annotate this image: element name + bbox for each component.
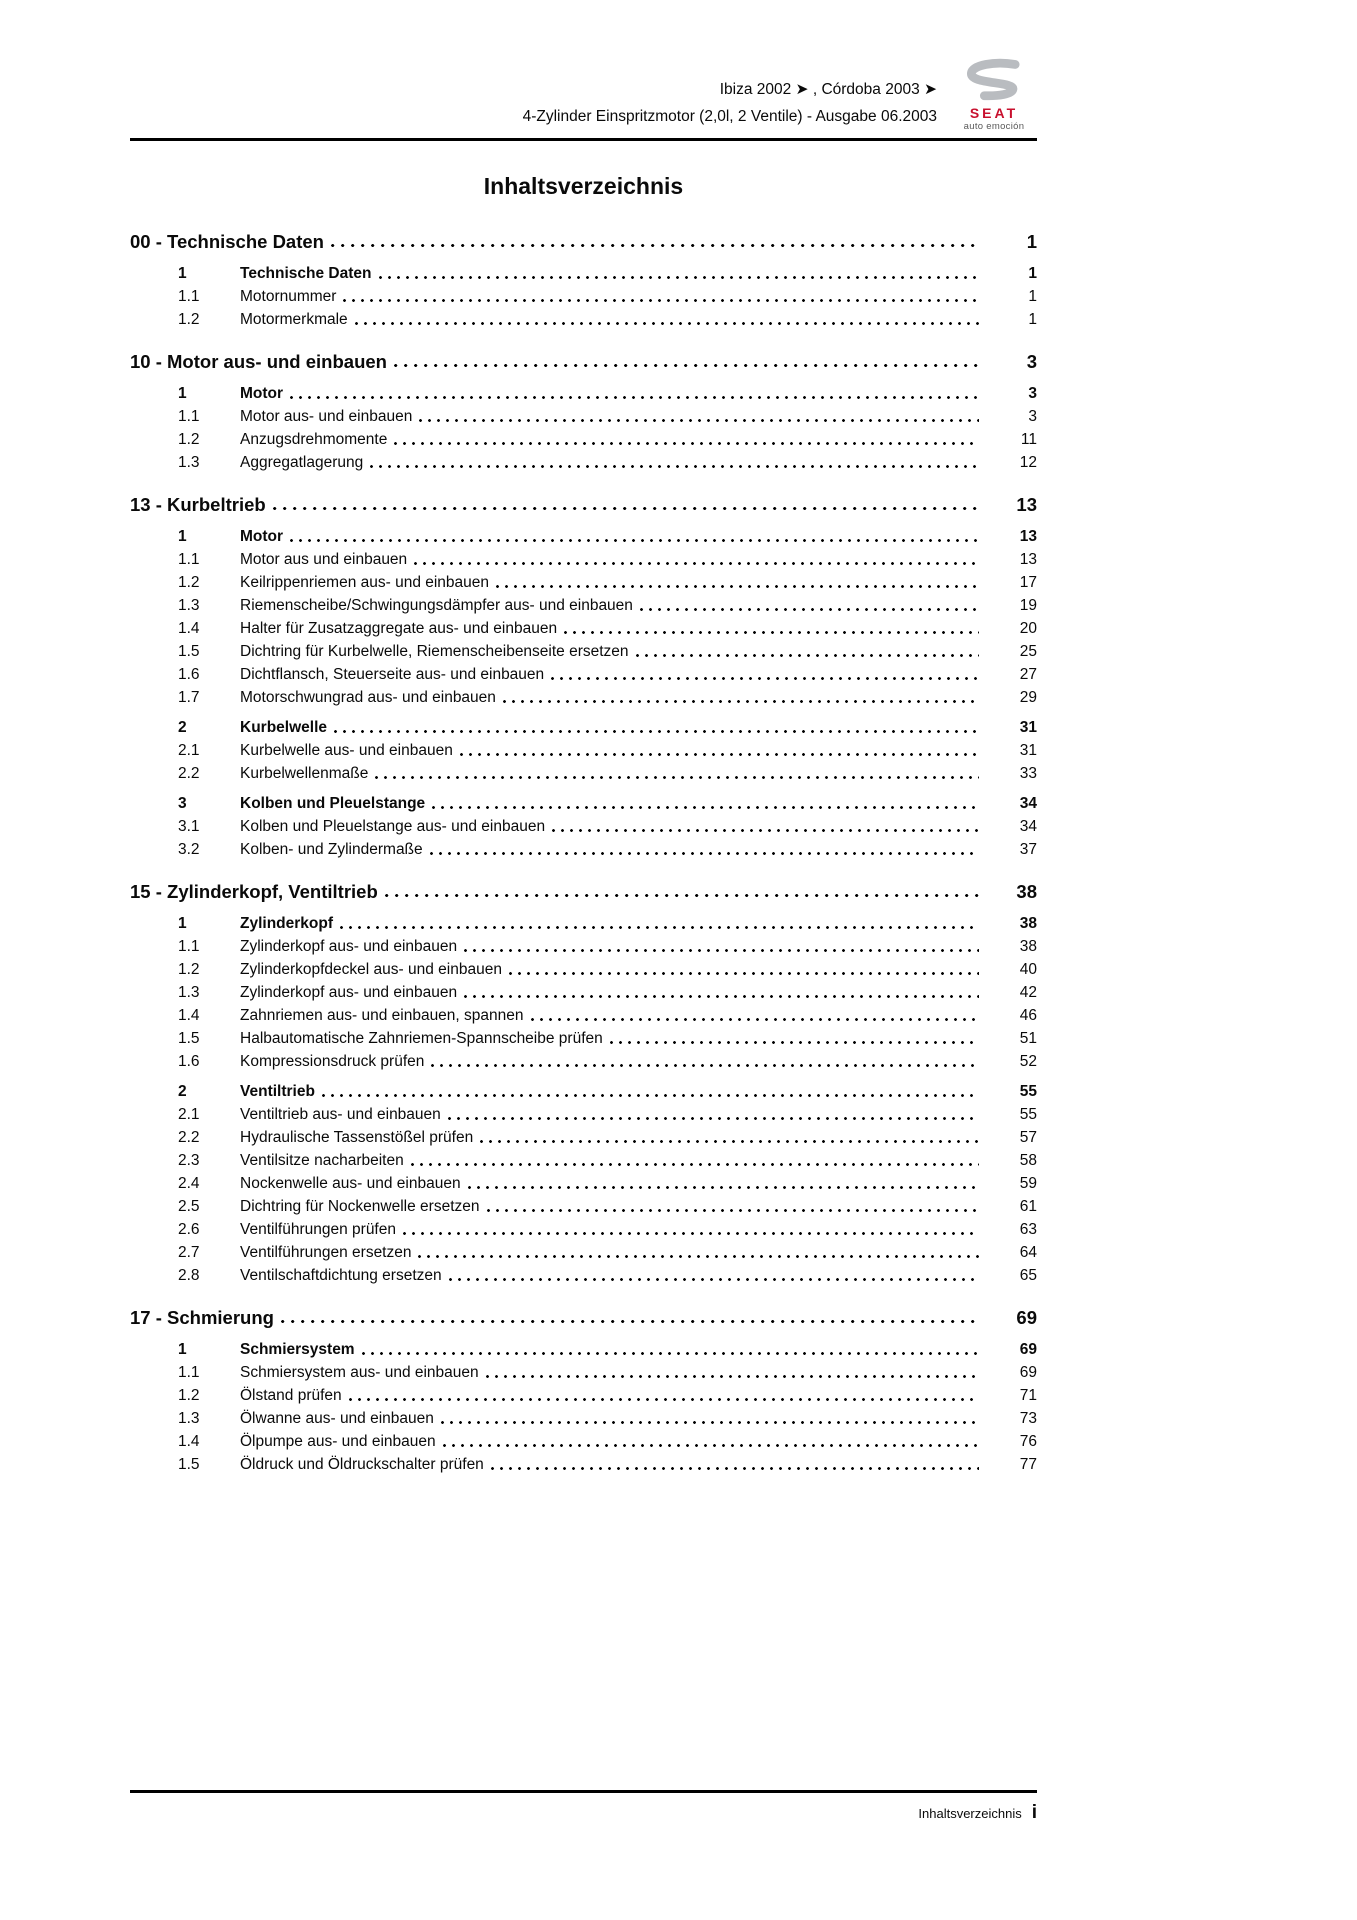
toc-entry — [130, 1407, 1037, 1430]
toc-entry-page: 11 — [1020, 430, 1037, 448]
dot-leader — [441, 1407, 979, 1430]
seat-tagline: auto emoción — [963, 121, 1025, 132]
toc-entry-number: 2.4 — [178, 1174, 200, 1192]
toc-entry — [130, 1172, 1037, 1195]
toc-entry-page: 17 — [1019, 573, 1037, 591]
toc-entry-number: 1.5 — [178, 1029, 200, 1047]
toc-entry — [130, 1384, 1037, 1407]
toc-entry-label: Motor aus- und einbauen — [240, 407, 413, 425]
toc-entry-page: 37 — [1019, 840, 1037, 858]
toc-entry-page: 1 — [1028, 287, 1037, 305]
dot-leader — [468, 1172, 979, 1195]
toc-entry-page: 61 — [1019, 1197, 1037, 1215]
toc-entry-page: 38 — [1019, 937, 1037, 955]
toc-entry-label: Schmiersystem — [240, 1340, 355, 1358]
toc-entry-label: Schmiersystem aus- und einbauen — [240, 1363, 479, 1381]
toc-entry-label: Kolben und Pleuelstange aus- und einbauen — [240, 817, 546, 835]
dot-leader — [564, 617, 979, 640]
toc-entry-number: 1.1 — [178, 407, 200, 425]
toc-entry-number: 1.2 — [178, 960, 200, 978]
toc-entry-page: 46 — [1019, 1006, 1037, 1024]
toc-entry-number: 1 — [178, 1340, 187, 1358]
toc-entry-label: Riemenscheibe/Schwingungsdämpfer aus- und einbauen — [240, 596, 633, 614]
toc-entry-number: 2.6 — [178, 1220, 200, 1238]
toc-entry-label: Ventiltrieb — [240, 1082, 315, 1100]
dot-leader — [322, 1080, 979, 1103]
toc-chapter-row — [130, 228, 1037, 255]
toc-entry-label: Anzugsdrehmomente — [240, 430, 388, 448]
toc-entry-page: 38 — [1019, 914, 1037, 932]
toc-entry-label: Zylinderkopf aus- und einbauen — [240, 983, 458, 1001]
toc-entry-page: 51 — [1019, 1029, 1037, 1047]
toc-entry-number: 1.6 — [178, 1052, 200, 1070]
dot-leader — [281, 1304, 979, 1331]
toc-entry-number: 2.1 — [178, 1105, 200, 1123]
toc-chapter-title: 00 - Technische Daten — [130, 230, 324, 252]
dot-leader — [640, 594, 979, 617]
toc-entry — [130, 716, 1037, 739]
toc-entry-number: 1.7 — [178, 688, 200, 706]
toc-entry-page: 34 — [1019, 817, 1037, 835]
toc-entry — [130, 262, 1037, 285]
toc-entry-label: Zahnriemen aus- und einbauen, spannen — [240, 1006, 524, 1024]
toc-entry-number: 1 — [178, 527, 187, 545]
toc-entry-number: 2.8 — [178, 1266, 200, 1284]
toc-entry-page: 3 — [1028, 384, 1037, 402]
toc-entry — [130, 1338, 1037, 1361]
toc-entry — [130, 686, 1037, 709]
dot-leader — [290, 382, 979, 405]
toc-entry-number: 1 — [178, 384, 187, 402]
toc-entry-label: Kurbelwelle — [240, 718, 327, 736]
toc-entry — [130, 1027, 1037, 1050]
dot-leader — [509, 958, 979, 981]
toc-entry-page: 64 — [1019, 1243, 1037, 1261]
toc-entry-page: 27 — [1019, 665, 1037, 683]
toc-entry-page: 55 — [1019, 1105, 1037, 1123]
dot-leader — [419, 405, 979, 428]
page-header — [130, 0, 1037, 132]
toc-entry — [130, 815, 1037, 838]
toc-entry-page: 59 — [1019, 1174, 1037, 1192]
toc-entry-label: Ölpumpe aus- und einbauen — [240, 1432, 436, 1450]
page-footer — [130, 1790, 1037, 1824]
toc-chapter-page: 38 — [1016, 880, 1037, 902]
toc-entry-label: Aggregatlagerung — [240, 453, 364, 471]
toc-entry — [130, 640, 1037, 663]
toc-entry-number: 2.2 — [178, 764, 200, 782]
toc-entry-number: 1.5 — [178, 1455, 200, 1473]
toc-entry-page: 69 — [1019, 1363, 1037, 1381]
toc-entry-number: 1.5 — [178, 642, 200, 660]
toc-entry-label: Ölstand prüfen — [240, 1386, 342, 1404]
toc-entry — [130, 663, 1037, 686]
toc-entry-page: 3 — [1028, 407, 1037, 425]
toc-entry-number: 1.1 — [178, 1363, 200, 1381]
toc-entry-page: 13 — [1019, 550, 1037, 568]
toc-entry — [130, 792, 1037, 815]
toc-entry-number: 3.1 — [178, 817, 200, 835]
dot-leader — [355, 308, 979, 331]
bottom-rule — [130, 1790, 1037, 1793]
dot-leader — [551, 663, 979, 686]
dot-leader — [636, 640, 979, 663]
toc-entry-number: 1.3 — [178, 983, 200, 1001]
footer-page-number: i — [1031, 1802, 1037, 1823]
toc-entry-number: 1.4 — [178, 1006, 200, 1024]
toc-entry — [130, 548, 1037, 571]
footer-label: Inhaltsverzeichnis — [918, 1806, 1022, 1821]
toc-entry-label: Kolben und Pleuelstange — [240, 794, 426, 812]
toc-entry-label: Zylinderkopf — [240, 914, 334, 932]
toc-entry — [130, 1050, 1037, 1073]
toc-entry — [130, 308, 1037, 331]
dot-leader — [487, 1195, 980, 1218]
toc-entry-page: 77 — [1019, 1455, 1037, 1473]
toc-entry-label: Öldruck und Öldruckschalter prüfen — [240, 1455, 484, 1473]
dot-leader — [343, 285, 979, 308]
toc-entry — [130, 405, 1037, 428]
toc-entry-label: Keilrippenriemen aus- und einbauen — [240, 573, 490, 591]
toc-entry-number: 2.7 — [178, 1243, 200, 1261]
toc-entry-number: 2.2 — [178, 1128, 200, 1146]
toc — [130, 228, 1037, 1476]
dot-leader — [464, 935, 979, 958]
toc-entry — [130, 451, 1037, 474]
toc-entry-number: 1.3 — [178, 1409, 200, 1427]
toc-entry-label: Motor aus und einbauen — [240, 550, 408, 568]
toc-chapter — [130, 491, 1037, 861]
toc-entry — [130, 1218, 1037, 1241]
toc-entry — [130, 762, 1037, 785]
toc-chapter-page: 1 — [1026, 230, 1037, 252]
toc-entry-label: Hydraulische Tassenstößel prüfen — [240, 1128, 474, 1146]
dot-leader — [486, 1361, 979, 1384]
toc-entry-label: Nockenwelle aus- und einbauen — [240, 1174, 461, 1192]
toc-entry-page: 1 — [1028, 264, 1037, 282]
seat-wordmark: SEAT — [969, 105, 1019, 121]
toc-entry-number: 1.1 — [178, 937, 200, 955]
toc-entry-page: 55 — [1019, 1082, 1037, 1100]
toc-entry-page: 31 — [1019, 718, 1037, 736]
toc-chapter-row — [130, 878, 1037, 905]
toc-chapter — [130, 228, 1037, 331]
toc-entry — [130, 1264, 1037, 1287]
dot-leader — [394, 348, 979, 375]
dot-leader — [480, 1126, 979, 1149]
toc-entry — [130, 981, 1037, 1004]
toc-entry — [130, 1453, 1037, 1476]
toc-chapter-title: 10 - Motor aus- und einbauen — [130, 350, 387, 372]
dot-leader — [491, 1453, 979, 1476]
toc-entry — [130, 1361, 1037, 1384]
toc-entry-number: 1.4 — [178, 1432, 200, 1450]
toc-entry-page: 71 — [1019, 1386, 1037, 1404]
toc-entry — [130, 1241, 1037, 1264]
toc-entry-page: 57 — [1019, 1128, 1037, 1146]
top-rule — [130, 138, 1037, 141]
toc-entry-label: Dichtflansch, Steuerseite aus- und einbauen — [240, 665, 545, 683]
toc-entry — [130, 1080, 1037, 1103]
header-model-info — [523, 76, 937, 132]
dot-leader — [448, 1103, 979, 1126]
dot-leader — [331, 228, 979, 255]
toc-entry-label: Ventilsitze nacharbeiten — [240, 1151, 404, 1169]
toc-entry-number: 1.2 — [178, 310, 200, 328]
toc-entry-number: 1.6 — [178, 665, 200, 683]
dot-leader — [464, 981, 979, 1004]
dot-leader — [403, 1218, 979, 1241]
dot-leader — [375, 762, 979, 785]
dot-leader — [610, 1027, 979, 1050]
toc-entry-number: 2.1 — [178, 741, 200, 759]
toc-chapter-row — [130, 1304, 1037, 1331]
toc-entry — [130, 594, 1037, 617]
toc-entry-page: 63 — [1019, 1220, 1037, 1238]
dot-leader — [431, 1050, 979, 1073]
toc-chapter-row — [130, 348, 1037, 375]
toc-entry-page: 19 — [1019, 596, 1037, 614]
dot-leader — [531, 1004, 979, 1027]
toc-chapter-title: 13 - Kurbeltrieb — [130, 493, 266, 515]
dot-leader — [290, 525, 979, 548]
toc-chapter — [130, 348, 1037, 474]
toc-chapter-page: 13 — [1016, 493, 1037, 515]
toc-chapter-title: 17 - Schmierung — [130, 1306, 274, 1328]
toc-entry-page: 25 — [1019, 642, 1037, 660]
toc-entry-number: 2 — [178, 718, 187, 736]
toc-entry-label: Kurbelwellenmaße — [240, 764, 369, 782]
toc-entry — [130, 912, 1037, 935]
toc-entry-label: Kompressionsdruck prüfen — [240, 1052, 425, 1070]
toc-entry-number: 2.3 — [178, 1151, 200, 1169]
dot-leader — [496, 571, 979, 594]
toc-entry-label: Halbautomatische Zahnriemen-Spannscheibe prüfen — [240, 1029, 603, 1047]
toc-entry-page: 65 — [1019, 1266, 1037, 1284]
toc-entry-page: 40 — [1019, 960, 1037, 978]
toc-entry-number: 1.4 — [178, 619, 200, 637]
toc-entry — [130, 1195, 1037, 1218]
toc-entry — [130, 382, 1037, 405]
dot-leader — [349, 1384, 979, 1407]
dot-leader — [503, 686, 979, 709]
dot-leader — [418, 1241, 979, 1264]
dot-leader — [552, 815, 979, 838]
toc-entry-page: 73 — [1019, 1409, 1037, 1427]
dot-leader — [370, 451, 979, 474]
toc-chapter-page: 69 — [1016, 1306, 1037, 1328]
dot-leader — [273, 491, 979, 518]
toc-entry-label: Dichtring für Nockenwelle ersetzen — [240, 1197, 480, 1215]
toc-entry — [130, 571, 1037, 594]
dot-leader — [430, 838, 979, 861]
toc-entry-number: 1.2 — [178, 1386, 200, 1404]
header-line-models: Ibiza 2002 ➤ , Córdoba 2003 ➤ — [719, 80, 937, 98]
toc-entry-number: 1.2 — [178, 573, 200, 591]
dot-leader — [432, 792, 979, 815]
dot-leader — [449, 1264, 979, 1287]
dot-leader — [334, 716, 979, 739]
toc-entry-page: 31 — [1019, 741, 1037, 759]
toc-entry-page: 29 — [1019, 688, 1037, 706]
header-line-engine: 4-Zylinder Einspritzmotor (2,0l, 2 Ventile) - Ausgabe 06.2003 — [522, 107, 937, 125]
toc-entry-label: Ventilführungen ersetzen — [240, 1243, 412, 1261]
toc-chapter — [130, 878, 1037, 1287]
toc-entry-label: Ventilschaftdichtung ersetzen — [240, 1266, 442, 1284]
dot-leader — [340, 912, 979, 935]
toc-entry — [130, 285, 1037, 308]
toc-entry-page: 13 — [1019, 527, 1037, 545]
toc-chapter — [130, 1304, 1037, 1476]
toc-chapter-page: 3 — [1026, 350, 1037, 372]
toc-entry-label: Technische Daten — [240, 264, 372, 282]
toc-entry-number: 1.1 — [178, 287, 200, 305]
toc-entry-number: 1 — [178, 264, 187, 282]
dot-leader — [385, 878, 979, 905]
dot-leader — [443, 1430, 979, 1453]
toc-entry-page: 34 — [1019, 794, 1037, 812]
toc-entry — [130, 1430, 1037, 1453]
toc-entry-label: Ventiltrieb aus- und einbauen — [240, 1105, 441, 1123]
toc-entry-number: 3.2 — [178, 840, 200, 858]
toc-entry-label: Motornummer — [240, 287, 337, 305]
toc-entry-number: 2 — [178, 1082, 187, 1100]
toc-entry — [130, 1103, 1037, 1126]
toc-entry — [130, 935, 1037, 958]
toc-entry-page: 1 — [1028, 310, 1037, 328]
toc-entry-page: 33 — [1019, 764, 1037, 782]
toc-entry-page: 69 — [1019, 1340, 1037, 1358]
toc-entry-label: Halter für Zusatzaggregate aus- und einbauen — [240, 619, 558, 637]
toc-entry-number: 1.2 — [178, 430, 200, 448]
toc-entry-number: 1.3 — [178, 453, 200, 471]
toc-entry-label: Dichtring für Kurbelwelle, Riemenscheibenseite ersetzen — [240, 642, 629, 660]
toc-entry-label: Zylinderkopfdeckel aus- und einbauen — [240, 960, 502, 978]
page-title: Inhaltsverzeichnis — [483, 172, 684, 199]
toc-entry-number: 2.5 — [178, 1197, 200, 1215]
toc-entry-number: 3 — [178, 794, 187, 812]
toc-entry-page: 42 — [1019, 983, 1037, 1001]
toc-chapter-title: 15 - Zylinderkopf, Ventiltrieb — [130, 880, 378, 902]
toc-entry — [130, 525, 1037, 548]
toc-entry-label: Motorschwungrad aus- und einbauen — [240, 688, 496, 706]
toc-entry — [130, 838, 1037, 861]
toc-entry-label: Zylinderkopf aus- und einbauen — [240, 937, 458, 955]
dot-leader — [362, 1338, 979, 1361]
toc-entry — [130, 1126, 1037, 1149]
dot-leader — [460, 739, 979, 762]
toc-entry-label: Kolben- und Zylindermaße — [240, 840, 423, 858]
toc-entry — [130, 958, 1037, 981]
dot-leader — [414, 548, 979, 571]
toc-entry-label: Ölwanne aus- und einbauen — [240, 1409, 434, 1427]
toc-entry-label: Ventilführungen prüfen — [240, 1220, 396, 1238]
toc-entry-page: 20 — [1019, 619, 1037, 637]
dot-leader — [411, 1149, 979, 1172]
toc-entry-label: Motor — [240, 384, 284, 402]
toc-entry-page: 12 — [1019, 453, 1037, 471]
toc-entry — [130, 1004, 1037, 1027]
toc-entry-page: 52 — [1019, 1052, 1037, 1070]
toc-entry-number: 1 — [178, 914, 187, 932]
toc-entry-page: 76 — [1019, 1432, 1037, 1450]
toc-entry — [130, 428, 1037, 451]
dot-leader — [379, 262, 979, 285]
toc-entry-label: Motormerkmale — [240, 310, 348, 328]
toc-entry — [130, 1149, 1037, 1172]
seat-logo — [951, 58, 1037, 132]
toc-entry-label: Motor — [240, 527, 284, 545]
toc-entry — [130, 617, 1037, 640]
dot-leader — [394, 428, 979, 451]
toc-entry-page: 58 — [1019, 1151, 1037, 1169]
toc-entry-number: 1.1 — [178, 550, 200, 568]
toc-entry — [130, 739, 1037, 762]
toc-chapter-row — [130, 491, 1037, 518]
toc-entry-number: 1.3 — [178, 596, 200, 614]
toc-entry-label: Kurbelwelle aus- und einbauen — [240, 741, 453, 759]
